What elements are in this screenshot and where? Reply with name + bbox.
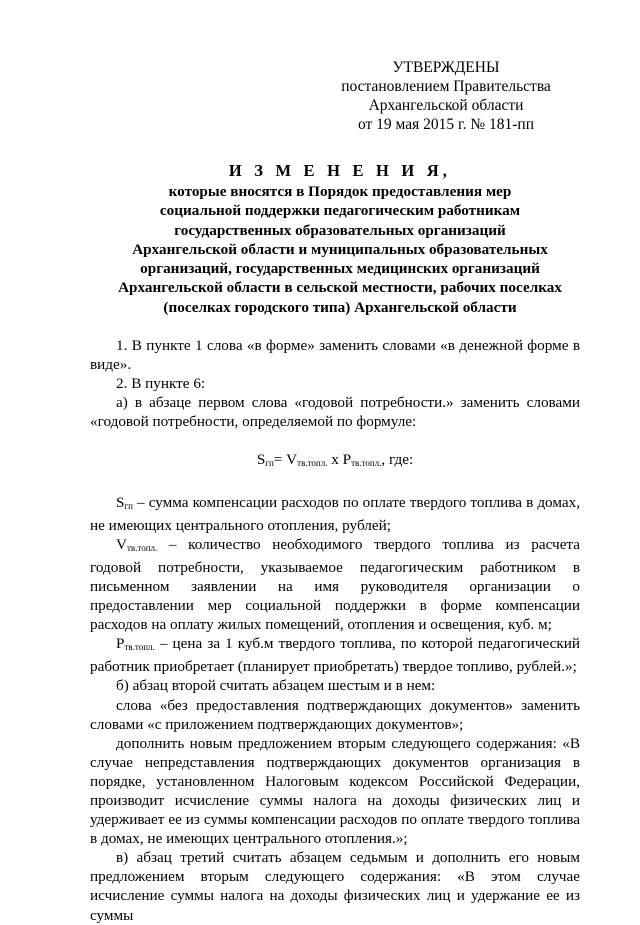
heading-line: Архангельской области в сельской местности, рабочих поселках <box>118 279 562 297</box>
approval-stamp <box>316 58 576 134</box>
paragraph-4: б) абзац второй считать абзацем шестым и в нем: <box>116 677 436 695</box>
paragraph-2: 2. В пункте 6: <box>116 375 206 393</box>
paragraph-5: слова «без предоставления подтверждающих документов» заменить словами «с приложением подтверждающих документов»; <box>90 696 580 733</box>
heading-title: И З М Е Н Е Н И Я, <box>228 161 452 180</box>
def-text: – цена за 1 куб.м твердого топлива, по которой педагогический работник приобретает (планирует приобретать) твердое топливо, рублей.»; <box>90 635 580 676</box>
formula-v-sub: тв.топл. <box>297 458 328 469</box>
def-symbol-sub: тв.топл. <box>124 642 155 653</box>
paragraph-3: а) в абзаце первом слова «годовой потребности.» заменить словами «годовой потребности, определяемой по формуле: <box>90 394 580 431</box>
paragraph-6: дополнить новым предложением вторым следующего содержания: «В случае непредставления подтверждающих документов организация в порядке, установленном Налоговым кодексом Российской Федерации, производит исчисление суммы налога на доходы физических лиц и удерживает ее из суммы компенсации расходов по оплате твердого топлива в домах, не имеющих центрального отопления.»; <box>90 734 580 848</box>
heading-line: которые вносятся в Порядок предоставления мер <box>168 183 512 200</box>
paragraph-7: в) абзац третий считать абзацем седьмым и дополнить его новым предложением вторым следующего содержания: «В этом случае исчисление суммы налога на доходы физических лиц и удержание ее из суммы <box>90 849 580 924</box>
formula-x: х Р <box>327 451 352 469</box>
formula-p-sub: тв.топл. <box>351 458 382 469</box>
formula <box>90 450 580 473</box>
approval-line: постановлением Правительства <box>341 78 551 95</box>
document-heading <box>60 160 620 317</box>
heading-line: Архангельской области и муниципальных образовательных <box>132 240 548 258</box>
def-symbol: Р <box>116 635 125 653</box>
formula-s-sub: гп <box>265 458 274 469</box>
def-symbol: S <box>116 493 125 511</box>
document-body <box>90 336 580 925</box>
approval-date: от 19 мая 2015 г. № 181-пп <box>357 116 535 133</box>
heading-line: социальной поддержки педагогическим работникам <box>159 202 521 220</box>
definition-s <box>90 493 580 535</box>
approval-line: Архангельской области <box>368 97 524 114</box>
formula-tail: , где: <box>381 451 414 469</box>
def-text: – количество необходимого твердого топлива из расчета годовой потребности, указываемое педагогическим работником в письменном заявлении на имя руководителя организации о предоставлении мер социальной поддержки в форме компенсации расходов на оплату жилых помещений, отопления и освещения, куб. м; <box>90 535 580 634</box>
heading-line: (поселках городского типа) Архангельской области <box>163 298 517 316</box>
heading-line: государственных образовательных организаций <box>174 221 506 239</box>
approval-title: УТВЕРЖДЕНЫ <box>392 59 500 76</box>
definition-p <box>90 634 580 676</box>
formula-eq: = V <box>273 451 298 469</box>
paragraph-1: 1. В пункте 1 слова «в форме» заменить словами «в денежной форме в виде». <box>90 337 580 374</box>
def-symbol-sub: гп <box>124 500 133 511</box>
def-symbol: V <box>116 535 127 553</box>
formula-s: S <box>256 451 266 469</box>
definition-v <box>90 535 580 634</box>
heading-line: организаций, государственных медицинских организаций <box>140 260 540 278</box>
def-symbol-sub: тв.топл. <box>126 542 158 553</box>
def-text: – сумма компенсации расходов по оплате твердого топлива в домах, не имеющих центрального отопления, рублей; <box>90 493 580 534</box>
